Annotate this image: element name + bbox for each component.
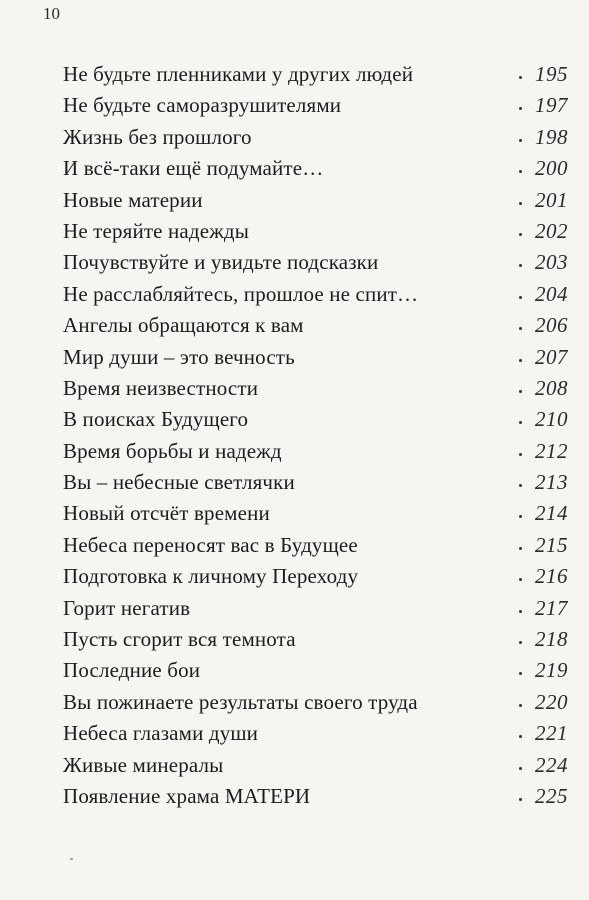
toc-entry-title: Не теряйте надежды [63,218,249,243]
toc-entry-title: И всё-таки ещё подумайте… [63,156,324,181]
toc-entry [63,90,568,121]
toc-entry-title: Подготовка к личному Переходу [63,564,359,589]
toc-entry-title: Не будьте пленниками у других людей [63,62,414,86]
toc-entry [63,687,568,718]
toc-entry-page: 218 [535,627,568,652]
toc-entry-page: 200 [535,156,568,181]
toc-entry [63,467,568,498]
toc-leader-dot [519,767,522,770]
toc-entry-page: 216 [535,564,568,589]
toc-entry-page: 215 [535,532,568,557]
toc-leader-dot [519,515,522,518]
toc-leader-dot [519,139,522,142]
toc-entry [63,342,568,373]
table-of-contents [63,59,568,812]
toc-entry [63,216,568,247]
toc-entry-title: Пусть сгорит вся темнота [63,627,296,652]
toc-leader-dot [519,359,522,362]
toc-entry-title: Вы – небесные светлячки [63,470,295,495]
page-number: 10 [43,4,60,23]
toc-entry-title: Не будьте саморазрушителями [63,93,342,118]
toc-entry [63,404,568,435]
toc-entry-title: Появление храма МАТЕРИ [63,783,311,808]
toc-entry-title: Последние бои [63,658,201,683]
toc-entry [63,624,568,655]
toc-entry-title: Вы пожинаете результаты своего труда [63,689,418,714]
toc-entry-title: Ангелы обращаются к вам [63,313,304,338]
toc-entry-page: 208 [535,375,568,400]
toc-leader-dot [519,202,522,205]
toc-entry-page: 202 [535,218,568,243]
toc-leader-dot [519,76,522,79]
toc-entry-title: Жизнь без прошлого [63,124,252,149]
toc-entry [63,279,568,310]
toc-leader-dot [519,547,522,550]
toc-entry [63,185,568,216]
toc-leader-dot [519,107,522,110]
toc-entry [63,59,568,90]
toc-entry-title: Время неизвестности [63,375,259,400]
toc-entry [63,373,568,404]
toc-leader-dot [519,233,522,236]
toc-leader-dot [519,453,522,456]
toc-entry-page: 214 [535,501,568,526]
toc-entry [63,593,568,624]
toc-leader-dot [519,327,522,330]
toc-entry-title: Новые материи [63,187,203,212]
toc-entry-page: 204 [535,281,568,306]
toc-entry [63,122,568,153]
toc-leader-dot [519,578,522,581]
toc-leader-dot [519,421,522,424]
toc-leader-dot [519,641,522,644]
toc-entry-page: 198 [535,124,568,149]
toc-entry [63,247,568,278]
toc-entry-title: Время борьбы и надежд [63,438,282,463]
toc-leader-dot [519,672,522,675]
toc-leader-dot [519,264,522,267]
toc-entry-title: Не расслабляйтесь, прошлое не спит… [63,281,419,306]
toc-entry [63,561,568,592]
toc-entry [63,655,568,686]
toc-entry-title: Небеса глазами души [63,721,259,746]
toc-entry-page: 225 [535,783,568,808]
toc-leader-dot [519,798,522,801]
toc-entry [63,781,568,812]
toc-leader-dot [519,735,522,738]
toc-entry [63,153,568,184]
toc-entry-page: 195 [535,62,568,86]
toc-entry-title: Почувствуйте и увидьте подсказки [63,250,379,275]
toc-entry-page: 213 [535,470,568,495]
page-speck [70,858,73,860]
toc-entry [63,436,568,467]
toc-entry-page: 221 [535,721,568,746]
toc-entry-title: Мир души – это вечность [63,344,295,369]
toc-entry-page: 201 [535,187,568,212]
toc-entry-page: 224 [535,752,568,777]
toc-leader-dot [519,390,522,393]
toc-entry-page: 210 [535,407,568,432]
toc-leader-dot [519,610,522,613]
toc-entry-page: 212 [535,438,568,463]
toc-entry-page: 220 [535,689,568,714]
toc-entry-page: 206 [535,313,568,338]
toc-entry [63,750,568,781]
toc-leader-dot [519,170,522,173]
toc-entry [63,310,568,341]
toc-entry-page: 217 [535,595,568,620]
toc-entry-page: 219 [535,658,568,683]
toc-entry-title: Небеса переносят вас в Будущее [63,532,358,557]
toc-entry-title: Горит негатив [63,595,191,620]
toc-leader-dot [519,484,522,487]
toc-entry [63,530,568,561]
toc-entry [63,498,568,529]
toc-leader-dot [519,704,522,707]
toc-leader-dot [519,296,522,299]
toc-entry-page: 207 [535,344,568,369]
toc-entry-title: В поисках Будущего [63,407,249,432]
toc-entry [63,718,568,749]
toc-entry-title: Новый отсчёт времени [63,501,270,526]
toc-entry-page: 203 [535,250,568,275]
toc-entry-page: 197 [535,93,568,118]
toc-entry-title: Живые минералы [63,752,224,777]
